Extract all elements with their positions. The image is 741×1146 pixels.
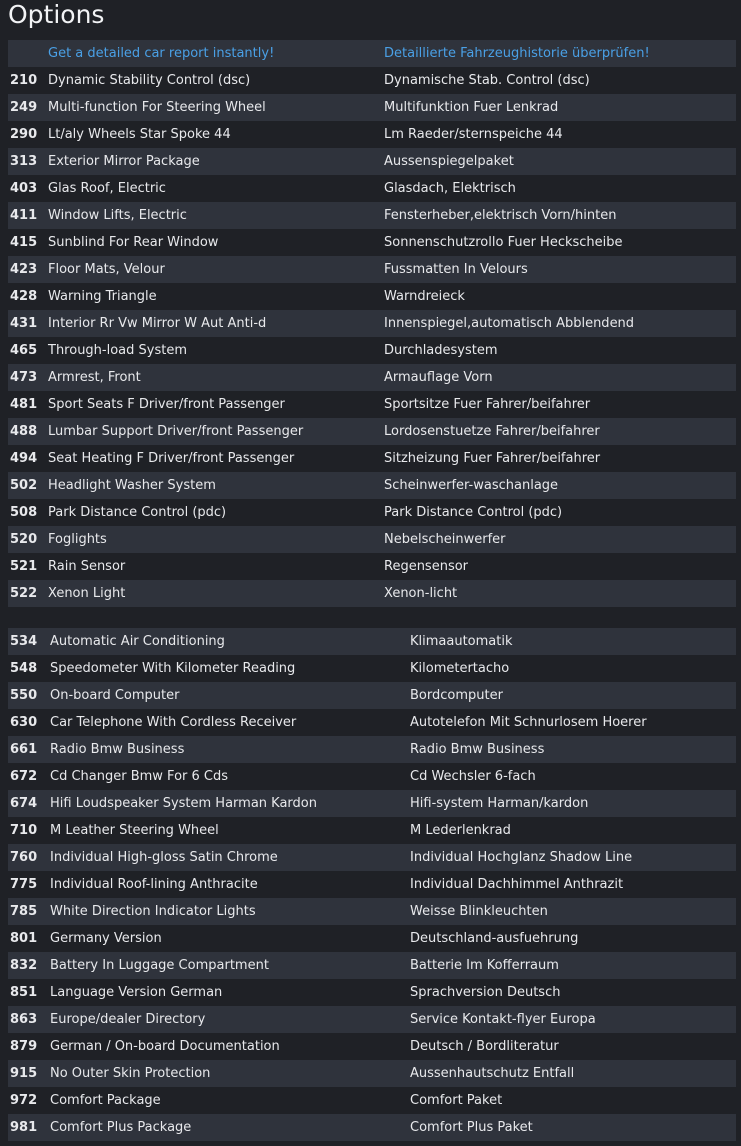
option-name-en: Individual Roof-lining Anthracite xyxy=(50,877,258,892)
option-name-de: Individual Dachhimmel Anthrazit xyxy=(410,877,624,892)
option-name-de: Scheinwerfer-waschanlage xyxy=(384,478,559,493)
option-name-en: German / On-board Documentation xyxy=(50,1039,280,1054)
option-code: 508 xyxy=(10,505,38,520)
table-row xyxy=(8,628,736,655)
option-name-de: Autotelefon Mit Schnurlosem Hoerer xyxy=(410,715,647,730)
option-name-en: White Direction Indicator Lights xyxy=(50,904,256,919)
table-row xyxy=(8,580,736,607)
option-name-en: Radio Bmw Business xyxy=(50,742,185,757)
option-code: 423 xyxy=(10,262,38,277)
option-code: 428 xyxy=(10,289,38,304)
option-name-en: Window Lifts, Electric xyxy=(48,208,187,223)
table-row xyxy=(8,763,736,790)
table-row xyxy=(8,655,736,682)
option-code: 522 xyxy=(10,586,38,601)
option-name-en: Headlight Washer System xyxy=(48,478,216,493)
option-name-de: Innenspiegel,automatisch Abblendend xyxy=(384,316,635,331)
option-name-en: Germany Version xyxy=(50,931,162,946)
option-name-de: Deutschland-ausfuehrung xyxy=(410,931,579,946)
table-row xyxy=(8,553,736,580)
option-name-de: Individual Hochglanz Shadow Line xyxy=(410,850,633,865)
options-table-primary xyxy=(8,40,736,607)
table-row xyxy=(8,94,736,121)
table-row xyxy=(8,898,736,925)
option-name-de: Fussmatten In Velours xyxy=(384,262,528,277)
table-row xyxy=(8,790,736,817)
option-name-en: Hifi Loudspeaker System Harman Kardon xyxy=(50,796,317,811)
option-name-en: Comfort Plus Package xyxy=(50,1120,192,1135)
table-row xyxy=(8,1114,736,1141)
option-name-en: Cd Changer Bmw For 6 Cds xyxy=(50,769,229,784)
option-name-de: Regensensor xyxy=(384,559,469,574)
option-name-de: Deutsch / Bordliteratur xyxy=(410,1039,559,1054)
option-code: 661 xyxy=(10,742,38,757)
option-code: 760 xyxy=(10,850,38,865)
option-name-en: Automatic Air Conditioning xyxy=(50,634,225,649)
option-code: 851 xyxy=(10,985,38,1000)
option-name-de: Kilometertacho xyxy=(410,661,510,676)
option-name-de: Armauflage Vorn xyxy=(384,370,493,385)
option-name-de: Weisse Blinkleuchten xyxy=(410,904,548,919)
table-row xyxy=(8,844,736,871)
table-row xyxy=(8,445,736,472)
option-name-de: Comfort Plus Paket xyxy=(410,1120,533,1135)
option-code: 521 xyxy=(10,559,38,574)
table-row xyxy=(8,817,736,844)
option-name-de: Multifunktion Fuer Lenkrad xyxy=(384,100,559,115)
table-row xyxy=(8,1006,736,1033)
option-name-de: Xenon-licht xyxy=(384,586,458,601)
table-row xyxy=(8,952,736,979)
option-name-de: Sprachversion Deutsch xyxy=(410,985,561,1000)
table-row xyxy=(8,979,736,1006)
option-code: 415 xyxy=(10,235,38,250)
option-code: 785 xyxy=(10,904,38,919)
option-name-en: Car Telephone With Cordless Receiver xyxy=(50,715,297,730)
option-name-en: Glas Roof, Electric xyxy=(48,181,166,196)
option-name-en: Battery In Luggage Compartment xyxy=(50,958,269,973)
option-name-de: Service Kontakt-flyer Europa xyxy=(410,1012,596,1027)
fahrzeughistorie-link[interactable]: Detaillierte Fahrzeughistorie überprüfen! xyxy=(384,46,650,61)
option-name-en: No Outer Skin Protection xyxy=(50,1066,211,1081)
option-name-de: Hifi-system Harman/kardon xyxy=(410,796,589,811)
table-row xyxy=(8,67,736,94)
table-row xyxy=(8,472,736,499)
option-name-en: Comfort Package xyxy=(50,1093,161,1108)
option-name-de: M Lederlenkrad xyxy=(410,823,511,838)
option-code: 879 xyxy=(10,1039,38,1054)
option-name-en: Language Version German xyxy=(50,985,223,1000)
option-code: 431 xyxy=(10,316,38,331)
option-code: 672 xyxy=(10,769,38,784)
option-name-de: Lordosenstuetze Fahrer/beifahrer xyxy=(384,424,600,439)
option-name-en: Lt/aly Wheels Star Spoke 44 xyxy=(48,127,231,142)
option-name-en: Seat Heating F Driver/front Passenger xyxy=(48,451,295,466)
table-row xyxy=(8,709,736,736)
option-code: 548 xyxy=(10,661,38,676)
option-name-en: Floor Mats, Velour xyxy=(48,262,165,277)
option-code: 630 xyxy=(10,715,38,730)
option-code: 403 xyxy=(10,181,38,196)
option-name-de: Glasdach, Elektrisch xyxy=(384,181,516,196)
option-name-en: Multi-function For Steering Wheel xyxy=(48,100,266,115)
option-name-en: Warning Triangle xyxy=(48,289,157,304)
option-code: 775 xyxy=(10,877,38,892)
table-row xyxy=(8,229,736,256)
option-name-de: Sportsitze Fuer Fahrer/beifahrer xyxy=(384,397,591,412)
option-name-de: Warndreieck xyxy=(384,289,465,304)
option-name-en: Rain Sensor xyxy=(48,559,126,574)
option-code: 832 xyxy=(10,958,38,973)
option-code: 981 xyxy=(10,1120,38,1135)
option-code: 481 xyxy=(10,397,38,412)
option-name-en: Sport Seats F Driver/front Passenger xyxy=(48,397,285,412)
table-row xyxy=(8,1033,736,1060)
option-code: 674 xyxy=(10,796,38,811)
option-name-en: M Leather Steering Wheel xyxy=(50,823,219,838)
option-name-de: Nebelscheinwerfer xyxy=(384,532,506,547)
option-name-de: Aussenspiegelpaket xyxy=(384,154,514,169)
option-code: 411 xyxy=(10,208,38,223)
option-code: 290 xyxy=(10,127,38,142)
option-name-en: Exterior Mirror Package xyxy=(48,154,200,169)
table-row xyxy=(8,256,736,283)
option-code: 915 xyxy=(10,1066,38,1081)
option-name-de: Aussenhautschutz Entfall xyxy=(410,1066,575,1081)
option-name-en: Interior Rr Vw Mirror W Aut Anti-d xyxy=(48,316,267,331)
table-row xyxy=(8,871,736,898)
option-name-de: Cd Wechsler 6-fach xyxy=(410,769,536,784)
table-row xyxy=(8,925,736,952)
option-code: 534 xyxy=(10,634,38,649)
table-row xyxy=(8,121,736,148)
option-name-de: Comfort Paket xyxy=(410,1093,503,1108)
option-code: 494 xyxy=(10,451,38,466)
table-row xyxy=(8,310,736,337)
car-report-link[interactable]: Get a detailed car report instantly! xyxy=(48,46,275,61)
option-code: 972 xyxy=(10,1093,38,1108)
option-name-en: Foglights xyxy=(48,532,107,547)
option-name-en: Speedometer With Kilometer Reading xyxy=(50,661,296,676)
table-row xyxy=(8,418,736,445)
option-name-en: Lumbar Support Driver/front Passenger xyxy=(48,424,304,439)
options-table-secondary xyxy=(8,628,736,1141)
option-name-de: Dynamische Stab. Control (dsc) xyxy=(384,73,590,88)
option-name-en: On-board Computer xyxy=(50,688,180,703)
table-row xyxy=(8,499,736,526)
table-row xyxy=(8,283,736,310)
table-row xyxy=(8,1087,736,1114)
table-row xyxy=(8,526,736,553)
table-row xyxy=(8,148,736,175)
option-name-en: Individual High-gloss Satin Chrome xyxy=(50,850,278,865)
option-name-en: Sunblind For Rear Window xyxy=(48,235,219,250)
table-row xyxy=(8,1060,736,1087)
table-row xyxy=(8,682,736,709)
table-row xyxy=(8,736,736,763)
option-code: 473 xyxy=(10,370,38,385)
option-name-en: Park Distance Control (pdc) xyxy=(48,505,227,520)
option-name-de: Sitzheizung Fuer Fahrer/beifahrer xyxy=(384,451,601,466)
option-name-en: Through-load System xyxy=(48,343,188,358)
option-code: 550 xyxy=(10,688,38,703)
option-code: 488 xyxy=(10,424,38,439)
option-name-de: Radio Bmw Business xyxy=(410,742,545,757)
option-name-de: Fensterheber,elektrisch Vorn/hinten xyxy=(384,208,617,223)
option-name-en: Armrest, Front xyxy=(48,370,141,385)
option-code: 520 xyxy=(10,532,38,547)
option-name-de: Bordcomputer xyxy=(410,688,503,703)
option-name-de: Durchladesystem xyxy=(384,343,498,358)
table-row xyxy=(8,175,736,202)
option-name-de: Lm Raeder/sternspeiche 44 xyxy=(384,127,563,142)
option-name-de: Batterie Im Kofferraum xyxy=(410,958,559,973)
report-link-row xyxy=(8,40,736,67)
page-title: Options xyxy=(8,0,105,29)
option-code: 210 xyxy=(10,73,38,88)
option-name-de: Sonnenschutzrollo Fuer Heckscheibe xyxy=(384,235,623,250)
option-code: 249 xyxy=(10,100,38,115)
option-name-de: Klimaautomatik xyxy=(410,634,513,649)
option-code: 502 xyxy=(10,478,38,493)
table-row xyxy=(8,391,736,418)
table-row xyxy=(8,364,736,391)
table-row xyxy=(8,202,736,229)
option-code: 710 xyxy=(10,823,38,838)
table-row xyxy=(8,337,736,364)
option-name-en: Dynamic Stability Control (dsc) xyxy=(48,73,251,88)
option-code: 863 xyxy=(10,1012,38,1027)
option-name-en: Xenon Light xyxy=(48,586,126,601)
option-name-en: Europe/dealer Directory xyxy=(50,1012,206,1027)
option-code: 465 xyxy=(10,343,38,358)
option-code: 313 xyxy=(10,154,38,169)
option-name-de: Park Distance Control (pdc) xyxy=(384,505,563,520)
option-code: 801 xyxy=(10,931,38,946)
